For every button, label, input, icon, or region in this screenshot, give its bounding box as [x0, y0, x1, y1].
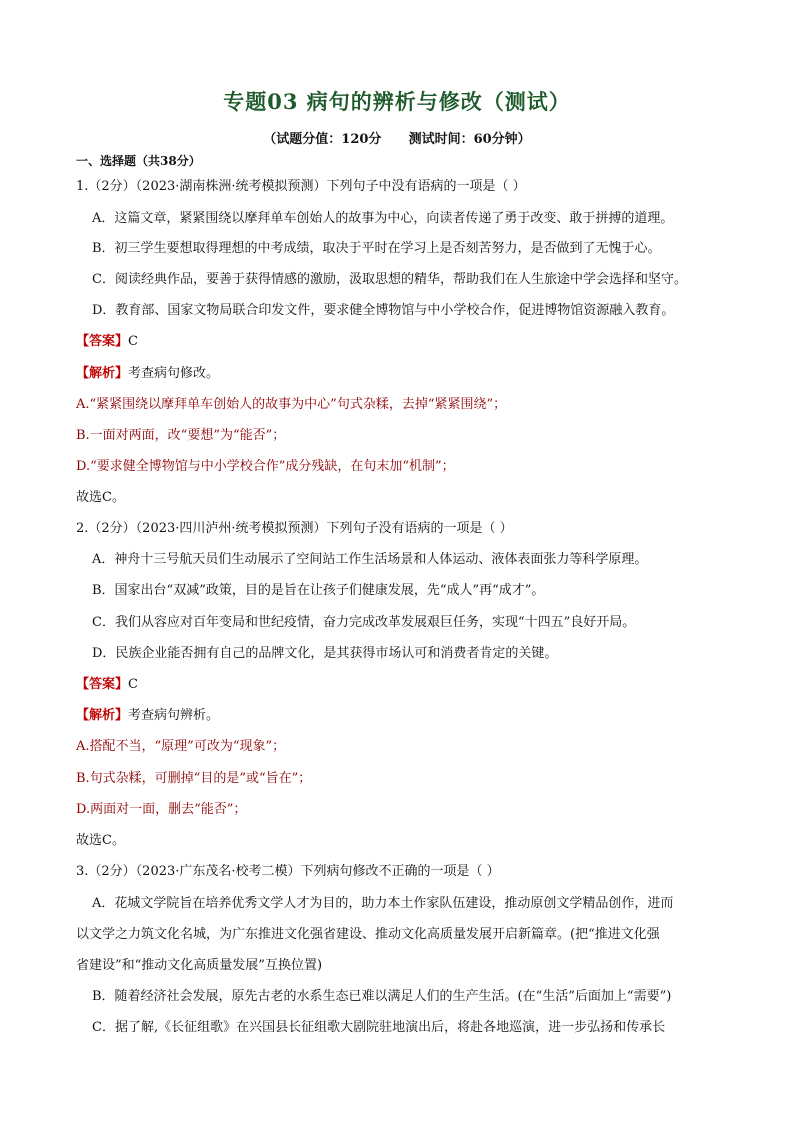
- question-2-note-a: A.搭配不当，“原理”可改为“现象”；: [76, 739, 286, 754]
- question-2-option-c: C．我们从容应对百年变局和世纪疫情，奋力完成改革发展艰巨任务，实现“十四五”良好开局。: [92, 615, 636, 630]
- question-1-note-b: B.一面对两面，改“要想”为“能否”；: [76, 428, 286, 443]
- question-2-note-b: B.句式杂糅，可删掉“目的是”或“旨在”；: [76, 771, 312, 786]
- answer-value: C: [128, 334, 138, 349]
- question-3-option-a-line-2: 以文学之力筑文化名城，为广东推进文化强省建设、推动文化高质量发展开启新篇章。(把“推进文化强: [76, 927, 660, 942]
- question-1-analysis: [76, 365, 219, 383]
- analysis-text: 考查病句修改。: [128, 366, 220, 381]
- question-3-stem: 3.（2分）（2023·广东茂名·校考二模）下列病句修改不正确的一项是（ ）: [76, 864, 500, 879]
- question-1-option-d: D．教育部、国家文物局联合印发文件，要求健全博物馆与中小学校合作，促进博物馆资源融入教育。: [92, 303, 675, 318]
- question-1-stem: 1.（2分）（2023·湖南株洲·统考模拟预测）下列句子中没有语病的一项是（ ）: [76, 179, 526, 194]
- question-1-note-d: D.“要求健全博物馆与中小学校合作”成分残缺，在句末加“机制”；: [76, 459, 455, 474]
- answer-label: 【答案】: [76, 334, 129, 349]
- question-1-note-a: A.“紧紧围绕以摩拜单车创始人的故事为中心”句式杂糅，去掉“紧紧围绕”；: [76, 397, 507, 412]
- question-1-option-c: C．阅读经典作品，要善于获得情感的激励，汲取思想的精华，帮助我们在人生旅途中学会选择和坚守。: [92, 272, 687, 287]
- analysis-label: 【解析】: [76, 366, 129, 381]
- question-3-option-a-line-3: 省建设”和“推动文化高质量发展”互换位置): [76, 958, 323, 973]
- question-3-option-b: B．随着经济社会发展，原先古老的水系生态已难以满足人们的生产生活。(在“生活”后面加上“需要”): [92, 989, 672, 1004]
- analysis-text: 考查病句辨析。: [128, 708, 220, 723]
- question-3-option-c: C．据了解,《长征组歌》在兴国县长征组歌大剧院驻地演出后，将赴各地巡演，进一步弘扬和传承长: [92, 1020, 666, 1035]
- question-2-option-b: B．国家出台“双减”政策，目的是旨在让孩子们健康发展，先“成人”再“成才”。: [92, 583, 545, 598]
- question-2-option-d: D．民族企业能否拥有自己的品牌文化，是其获得市场认可和消费者肯定的关键。: [92, 646, 558, 661]
- question-1-option-a: A．这篇文章，紧紧围绕以摩拜单车创始人的故事为中心，向读者传递了勇于改变、敢于拼搏的道理。: [92, 211, 674, 226]
- question-1-conclusion: 故选C。: [76, 490, 125, 505]
- question-2-option-a: A．神舟十三号航天员们生动展示了空间站工作生活场景和人体运动、液体表面张力等科学原理。: [92, 552, 648, 567]
- answer-label: 【答案】: [76, 677, 129, 692]
- question-1-answer: [76, 333, 138, 351]
- question-2-analysis: [76, 707, 219, 725]
- analysis-label: 【解析】: [76, 708, 129, 723]
- question-2-answer: [76, 676, 138, 694]
- question-2-stem: 2.（2分）（2023·四川泸州·统考模拟预测）下列句子没有语病的一项是（ ）: [76, 521, 513, 536]
- answer-value: C: [128, 677, 138, 692]
- page-title: 专题03 病句的辨析与修改（测试）: [223, 89, 571, 114]
- question-1-option-b: B．初三学生要想取得理想的中考成绩，取决于平时在学习上是否刻苦努力，是否做到了无愧于心。: [92, 241, 661, 256]
- question-2-note-d: D.两面对一面，删去“能否”；: [76, 802, 247, 817]
- question-3-option-a-line-1: A．花城文学院旨在培养优秀文学人才为目的，助力本土作家队伍建设，推动原创文学精品创作，进而: [92, 896, 674, 911]
- question-2-conclusion: 故选C。: [76, 833, 125, 848]
- section-heading: 一、选择题（共38分）: [76, 154, 201, 168]
- page-subtitle: （试题分值：120分 测试时间：60分钟）: [263, 132, 531, 147]
